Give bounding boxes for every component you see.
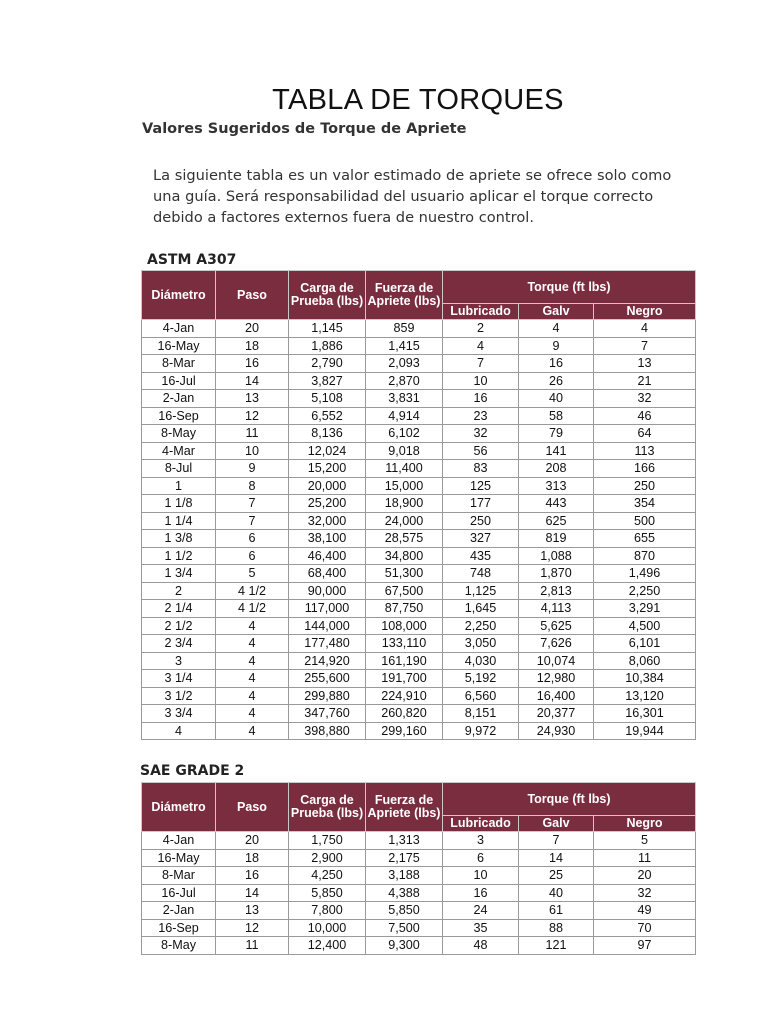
cell-diametro: 2 1/4 bbox=[142, 600, 216, 618]
cell-negro: 2,250 bbox=[594, 582, 696, 600]
cell-fuerza-de-apriete: 28,575 bbox=[366, 530, 443, 548]
cell-carga-de-prueba: 20,000 bbox=[289, 477, 366, 495]
header-negro: Negro bbox=[594, 304, 696, 320]
cell-paso: 8 bbox=[216, 477, 289, 495]
cell-negro: 97 bbox=[594, 937, 696, 955]
cell-paso: 6 bbox=[216, 547, 289, 565]
cell-diametro: 8-Mar bbox=[142, 867, 216, 885]
cell-negro: 354 bbox=[594, 495, 696, 513]
cell-paso: 12 bbox=[216, 407, 289, 425]
header-galv: Galv bbox=[519, 304, 594, 320]
cell-galv: 1,870 bbox=[519, 565, 594, 583]
header-lubricado: Lubricado bbox=[443, 816, 519, 832]
table-row bbox=[142, 617, 696, 635]
cell-negro: 166 bbox=[594, 460, 696, 478]
cell-diametro: 1 3/4 bbox=[142, 565, 216, 583]
page-subtitle: Valores Sugeridos de Torque de Apriete bbox=[142, 121, 467, 137]
cell-carga-de-prueba: 144,000 bbox=[289, 617, 366, 635]
cell-fuerza-de-apriete: 11,400 bbox=[366, 460, 443, 478]
cell-paso: 11 bbox=[216, 937, 289, 955]
cell-galv: 4 bbox=[519, 320, 594, 338]
header-fuerza-de-apriete: Fuerza de Apriete (lbs) bbox=[366, 783, 443, 832]
section-title-sae-grade-2: SAE GRADE 2 bbox=[140, 763, 245, 779]
cell-negro: 250 bbox=[594, 477, 696, 495]
cell-paso: 5 bbox=[216, 565, 289, 583]
cell-diametro: 16-May bbox=[142, 337, 216, 355]
cell-galv: 14 bbox=[519, 849, 594, 867]
table-row bbox=[142, 372, 696, 390]
cell-fuerza-de-apriete: 2,093 bbox=[366, 355, 443, 373]
cell-carga-de-prueba: 6,552 bbox=[289, 407, 366, 425]
cell-lubricado: 125 bbox=[443, 477, 519, 495]
cell-lubricado: 16 bbox=[443, 884, 519, 902]
cell-fuerza-de-apriete: 7,500 bbox=[366, 919, 443, 937]
cell-lubricado: 35 bbox=[443, 919, 519, 937]
cell-diametro: 1 bbox=[142, 477, 216, 495]
table-row bbox=[142, 512, 696, 530]
cell-lubricado: 435 bbox=[443, 547, 519, 565]
cell-fuerza-de-apriete: 3,188 bbox=[366, 867, 443, 885]
cell-negro: 1,496 bbox=[594, 565, 696, 583]
cell-carga-de-prueba: 4,250 bbox=[289, 867, 366, 885]
cell-diametro: 3 3/4 bbox=[142, 705, 216, 723]
cell-galv: 443 bbox=[519, 495, 594, 513]
cell-galv: 625 bbox=[519, 512, 594, 530]
cell-galv: 208 bbox=[519, 460, 594, 478]
table-row bbox=[142, 407, 696, 425]
cell-galv: 16,400 bbox=[519, 687, 594, 705]
cell-lubricado: 10 bbox=[443, 372, 519, 390]
cell-lubricado: 48 bbox=[443, 937, 519, 955]
table-row bbox=[142, 320, 696, 338]
cell-lubricado: 6 bbox=[443, 849, 519, 867]
cell-fuerza-de-apriete: 191,700 bbox=[366, 670, 443, 688]
header-paso: Paso bbox=[216, 783, 289, 832]
cell-diametro: 3 1/2 bbox=[142, 687, 216, 705]
cell-paso: 7 bbox=[216, 495, 289, 513]
cell-lubricado: 7 bbox=[443, 355, 519, 373]
cell-negro: 5 bbox=[594, 832, 696, 850]
cell-carga-de-prueba: 255,600 bbox=[289, 670, 366, 688]
cell-paso: 4 bbox=[216, 722, 289, 740]
cell-galv: 61 bbox=[519, 902, 594, 920]
cell-carga-de-prueba: 214,920 bbox=[289, 652, 366, 670]
cell-negro: 21 bbox=[594, 372, 696, 390]
table-row bbox=[142, 832, 696, 850]
cell-carga-de-prueba: 10,000 bbox=[289, 919, 366, 937]
cell-paso: 4 bbox=[216, 687, 289, 705]
cell-paso: 6 bbox=[216, 530, 289, 548]
cell-galv: 24,930 bbox=[519, 722, 594, 740]
cell-carga-de-prueba: 347,760 bbox=[289, 705, 366, 723]
cell-fuerza-de-apriete: 1,313 bbox=[366, 832, 443, 850]
cell-lubricado: 24 bbox=[443, 902, 519, 920]
cell-negro: 49 bbox=[594, 902, 696, 920]
cell-negro: 16,301 bbox=[594, 705, 696, 723]
cell-paso: 13 bbox=[216, 902, 289, 920]
cell-diametro: 2-Jan bbox=[142, 390, 216, 408]
cell-fuerza-de-apriete: 4,914 bbox=[366, 407, 443, 425]
cell-diametro: 16-Jul bbox=[142, 372, 216, 390]
cell-diametro: 16-Sep bbox=[142, 407, 216, 425]
cell-paso: 14 bbox=[216, 372, 289, 390]
cell-negro: 870 bbox=[594, 547, 696, 565]
cell-fuerza-de-apriete: 2,175 bbox=[366, 849, 443, 867]
cell-galv: 58 bbox=[519, 407, 594, 425]
cell-lubricado: 327 bbox=[443, 530, 519, 548]
cell-galv: 5,625 bbox=[519, 617, 594, 635]
cell-paso: 18 bbox=[216, 337, 289, 355]
cell-negro: 20 bbox=[594, 867, 696, 885]
section-title-astm-a307: ASTM A307 bbox=[147, 252, 237, 268]
cell-diametro: 2 3/4 bbox=[142, 635, 216, 653]
cell-diametro: 8-Jul bbox=[142, 460, 216, 478]
cell-carga-de-prueba: 25,200 bbox=[289, 495, 366, 513]
cell-diametro: 3 bbox=[142, 652, 216, 670]
cell-lubricado: 56 bbox=[443, 442, 519, 460]
cell-lubricado: 16 bbox=[443, 390, 519, 408]
cell-carga-de-prueba: 5,108 bbox=[289, 390, 366, 408]
cell-lubricado: 1,125 bbox=[443, 582, 519, 600]
cell-carga-de-prueba: 68,400 bbox=[289, 565, 366, 583]
cell-carga-de-prueba: 5,850 bbox=[289, 884, 366, 902]
cell-fuerza-de-apriete: 260,820 bbox=[366, 705, 443, 723]
cell-negro: 32 bbox=[594, 884, 696, 902]
cell-paso: 7 bbox=[216, 512, 289, 530]
header-torque: Torque (ft lbs) bbox=[443, 271, 696, 304]
cell-galv: 2,813 bbox=[519, 582, 594, 600]
cell-fuerza-de-apriete: 51,300 bbox=[366, 565, 443, 583]
cell-paso: 4 1/2 bbox=[216, 600, 289, 618]
cell-lubricado: 748 bbox=[443, 565, 519, 583]
table-row bbox=[142, 547, 696, 565]
cell-galv: 12,980 bbox=[519, 670, 594, 688]
cell-galv: 121 bbox=[519, 937, 594, 955]
cell-carga-de-prueba: 299,880 bbox=[289, 687, 366, 705]
cell-lubricado: 2,250 bbox=[443, 617, 519, 635]
cell-paso: 16 bbox=[216, 355, 289, 373]
header-fuerza-de-apriete: Fuerza de Apriete (lbs) bbox=[366, 271, 443, 320]
cell-paso: 10 bbox=[216, 442, 289, 460]
table-body bbox=[142, 320, 696, 740]
table-row bbox=[142, 495, 696, 513]
cell-negro: 655 bbox=[594, 530, 696, 548]
cell-diametro: 16-Jul bbox=[142, 884, 216, 902]
cell-carga-de-prueba: 2,790 bbox=[289, 355, 366, 373]
cell-lubricado: 1,645 bbox=[443, 600, 519, 618]
cell-negro: 500 bbox=[594, 512, 696, 530]
cell-fuerza-de-apriete: 18,900 bbox=[366, 495, 443, 513]
cell-galv: 79 bbox=[519, 425, 594, 443]
cell-fuerza-de-apriete: 299,160 bbox=[366, 722, 443, 740]
cell-fuerza-de-apriete: 161,190 bbox=[366, 652, 443, 670]
cell-paso: 4 1/2 bbox=[216, 582, 289, 600]
cell-fuerza-de-apriete: 67,500 bbox=[366, 582, 443, 600]
cell-galv: 819 bbox=[519, 530, 594, 548]
table-row bbox=[142, 722, 696, 740]
table-row bbox=[142, 937, 696, 955]
cell-paso: 9 bbox=[216, 460, 289, 478]
cell-paso: 4 bbox=[216, 635, 289, 653]
cell-carga-de-prueba: 8,136 bbox=[289, 425, 366, 443]
cell-fuerza-de-apriete: 2,870 bbox=[366, 372, 443, 390]
cell-lubricado: 9,972 bbox=[443, 722, 519, 740]
table-row bbox=[142, 530, 696, 548]
cell-diametro: 4-Jan bbox=[142, 320, 216, 338]
cell-lubricado: 83 bbox=[443, 460, 519, 478]
cell-lubricado: 5,192 bbox=[443, 670, 519, 688]
cell-fuerza-de-apriete: 133,110 bbox=[366, 635, 443, 653]
cell-paso: 4 bbox=[216, 705, 289, 723]
cell-negro: 64 bbox=[594, 425, 696, 443]
header-carga-de-prueba: Carga de Prueba (lbs) bbox=[289, 271, 366, 320]
cell-lubricado: 4 bbox=[443, 337, 519, 355]
cell-diametro: 4-Jan bbox=[142, 832, 216, 850]
cell-carga-de-prueba: 398,880 bbox=[289, 722, 366, 740]
cell-lubricado: 8,151 bbox=[443, 705, 519, 723]
cell-fuerza-de-apriete: 9,300 bbox=[366, 937, 443, 955]
cell-galv: 40 bbox=[519, 884, 594, 902]
cell-fuerza-de-apriete: 859 bbox=[366, 320, 443, 338]
header-negro: Negro bbox=[594, 816, 696, 832]
torque-table-astm-a307 bbox=[141, 270, 696, 740]
cell-negro: 113 bbox=[594, 442, 696, 460]
cell-galv: 10,074 bbox=[519, 652, 594, 670]
table-row bbox=[142, 337, 696, 355]
cell-negro: 19,944 bbox=[594, 722, 696, 740]
cell-galv: 20,377 bbox=[519, 705, 594, 723]
cell-paso: 20 bbox=[216, 832, 289, 850]
cell-negro: 6,101 bbox=[594, 635, 696, 653]
cell-fuerza-de-apriete: 34,800 bbox=[366, 547, 443, 565]
cell-paso: 4 bbox=[216, 617, 289, 635]
cell-paso: 16 bbox=[216, 867, 289, 885]
table-body bbox=[142, 832, 696, 955]
cell-negro: 10,384 bbox=[594, 670, 696, 688]
table-row bbox=[142, 670, 696, 688]
header-diametro: Diámetro bbox=[142, 271, 216, 320]
cell-carga-de-prueba: 12,024 bbox=[289, 442, 366, 460]
cell-galv: 88 bbox=[519, 919, 594, 937]
cell-galv: 7,626 bbox=[519, 635, 594, 653]
intro-paragraph: La siguiente tabla es un valor estimado de apriete se ofrece solo como una guía. Será responsabilidad del usuario aplicar el torque correcto debido a factores externos fuera de nuestro control. bbox=[153, 167, 672, 226]
header-diametro: Diámetro bbox=[142, 783, 216, 832]
cell-negro: 70 bbox=[594, 919, 696, 937]
cell-carga-de-prueba: 1,145 bbox=[289, 320, 366, 338]
cell-galv: 9 bbox=[519, 337, 594, 355]
cell-carga-de-prueba: 2,900 bbox=[289, 849, 366, 867]
cell-lubricado: 4,030 bbox=[443, 652, 519, 670]
cell-lubricado: 250 bbox=[443, 512, 519, 530]
header-paso: Paso bbox=[216, 271, 289, 320]
cell-fuerza-de-apriete: 5,850 bbox=[366, 902, 443, 920]
cell-fuerza-de-apriete: 3,831 bbox=[366, 390, 443, 408]
cell-negro: 13,120 bbox=[594, 687, 696, 705]
cell-carga-de-prueba: 32,000 bbox=[289, 512, 366, 530]
cell-galv: 4,113 bbox=[519, 600, 594, 618]
cell-negro: 7 bbox=[594, 337, 696, 355]
cell-carga-de-prueba: 38,100 bbox=[289, 530, 366, 548]
cell-diametro: 4 bbox=[142, 722, 216, 740]
cell-paso: 11 bbox=[216, 425, 289, 443]
cell-diametro: 1 3/8 bbox=[142, 530, 216, 548]
cell-galv: 25 bbox=[519, 867, 594, 885]
table-row bbox=[142, 919, 696, 937]
cell-carga-de-prueba: 1,886 bbox=[289, 337, 366, 355]
table-row bbox=[142, 635, 696, 653]
cell-lubricado: 23 bbox=[443, 407, 519, 425]
cell-diametro: 2 bbox=[142, 582, 216, 600]
cell-diametro: 3 1/4 bbox=[142, 670, 216, 688]
cell-fuerza-de-apriete: 87,750 bbox=[366, 600, 443, 618]
table-row bbox=[142, 425, 696, 443]
table-row bbox=[142, 600, 696, 618]
cell-diametro: 4-Mar bbox=[142, 442, 216, 460]
cell-fuerza-de-apriete: 6,102 bbox=[366, 425, 443, 443]
cell-fuerza-de-apriete: 1,415 bbox=[366, 337, 443, 355]
table-row bbox=[142, 355, 696, 373]
cell-negro: 8,060 bbox=[594, 652, 696, 670]
table-row bbox=[142, 652, 696, 670]
cell-diametro: 1 1/8 bbox=[142, 495, 216, 513]
cell-diametro: 8-Mar bbox=[142, 355, 216, 373]
cell-fuerza-de-apriete: 9,018 bbox=[366, 442, 443, 460]
table-row bbox=[142, 390, 696, 408]
table-row bbox=[142, 884, 696, 902]
cell-paso: 4 bbox=[216, 652, 289, 670]
cell-carga-de-prueba: 12,400 bbox=[289, 937, 366, 955]
cell-carga-de-prueba: 177,480 bbox=[289, 635, 366, 653]
table-row bbox=[142, 687, 696, 705]
cell-lubricado: 3 bbox=[443, 832, 519, 850]
torque-table-sae-grade-2 bbox=[141, 782, 696, 955]
table-row bbox=[142, 705, 696, 723]
cell-diametro: 16-May bbox=[142, 849, 216, 867]
cell-galv: 7 bbox=[519, 832, 594, 850]
cell-paso: 12 bbox=[216, 919, 289, 937]
cell-carga-de-prueba: 1,750 bbox=[289, 832, 366, 850]
cell-lubricado: 6,560 bbox=[443, 687, 519, 705]
cell-galv: 16 bbox=[519, 355, 594, 373]
cell-carga-de-prueba: 3,827 bbox=[289, 372, 366, 390]
cell-negro: 11 bbox=[594, 849, 696, 867]
cell-negro: 46 bbox=[594, 407, 696, 425]
cell-galv: 141 bbox=[519, 442, 594, 460]
cell-paso: 4 bbox=[216, 670, 289, 688]
cell-carga-de-prueba: 90,000 bbox=[289, 582, 366, 600]
table-row bbox=[142, 442, 696, 460]
table-row bbox=[142, 477, 696, 495]
table-row bbox=[142, 582, 696, 600]
cell-paso: 18 bbox=[216, 849, 289, 867]
cell-carga-de-prueba: 7,800 bbox=[289, 902, 366, 920]
cell-carga-de-prueba: 117,000 bbox=[289, 600, 366, 618]
cell-negro: 4 bbox=[594, 320, 696, 338]
cell-paso: 14 bbox=[216, 884, 289, 902]
cell-galv: 313 bbox=[519, 477, 594, 495]
cell-diametro: 1 1/4 bbox=[142, 512, 216, 530]
cell-negro: 13 bbox=[594, 355, 696, 373]
table-row bbox=[142, 849, 696, 867]
page-title: TABLA DE TORQUES bbox=[272, 84, 564, 116]
cell-diametro: 2-Jan bbox=[142, 902, 216, 920]
table-row bbox=[142, 867, 696, 885]
header-torque: Torque (ft lbs) bbox=[443, 783, 696, 816]
cell-carga-de-prueba: 46,400 bbox=[289, 547, 366, 565]
cell-galv: 26 bbox=[519, 372, 594, 390]
cell-diametro: 2 1/2 bbox=[142, 617, 216, 635]
cell-lubricado: 177 bbox=[443, 495, 519, 513]
cell-fuerza-de-apriete: 224,910 bbox=[366, 687, 443, 705]
cell-diametro: 8-May bbox=[142, 425, 216, 443]
cell-lubricado: 32 bbox=[443, 425, 519, 443]
cell-galv: 40 bbox=[519, 390, 594, 408]
cell-fuerza-de-apriete: 24,000 bbox=[366, 512, 443, 530]
cell-galv: 1,088 bbox=[519, 547, 594, 565]
header-galv: Galv bbox=[519, 816, 594, 832]
cell-negro: 32 bbox=[594, 390, 696, 408]
header-lubricado: Lubricado bbox=[443, 304, 519, 320]
cell-negro: 3,291 bbox=[594, 600, 696, 618]
table-row bbox=[142, 565, 696, 583]
header-carga-de-prueba: Carga de Prueba (lbs) bbox=[289, 783, 366, 832]
table-row bbox=[142, 902, 696, 920]
cell-lubricado: 2 bbox=[443, 320, 519, 338]
cell-paso: 20 bbox=[216, 320, 289, 338]
cell-fuerza-de-apriete: 4,388 bbox=[366, 884, 443, 902]
cell-diametro: 1 1/2 bbox=[142, 547, 216, 565]
cell-negro: 4,500 bbox=[594, 617, 696, 635]
cell-lubricado: 10 bbox=[443, 867, 519, 885]
cell-diametro: 16-Sep bbox=[142, 919, 216, 937]
cell-carga-de-prueba: 15,200 bbox=[289, 460, 366, 478]
cell-paso: 13 bbox=[216, 390, 289, 408]
cell-fuerza-de-apriete: 108,000 bbox=[366, 617, 443, 635]
cell-lubricado: 3,050 bbox=[443, 635, 519, 653]
table-row bbox=[142, 460, 696, 478]
cell-diametro: 8-May bbox=[142, 937, 216, 955]
cell-fuerza-de-apriete: 15,000 bbox=[366, 477, 443, 495]
